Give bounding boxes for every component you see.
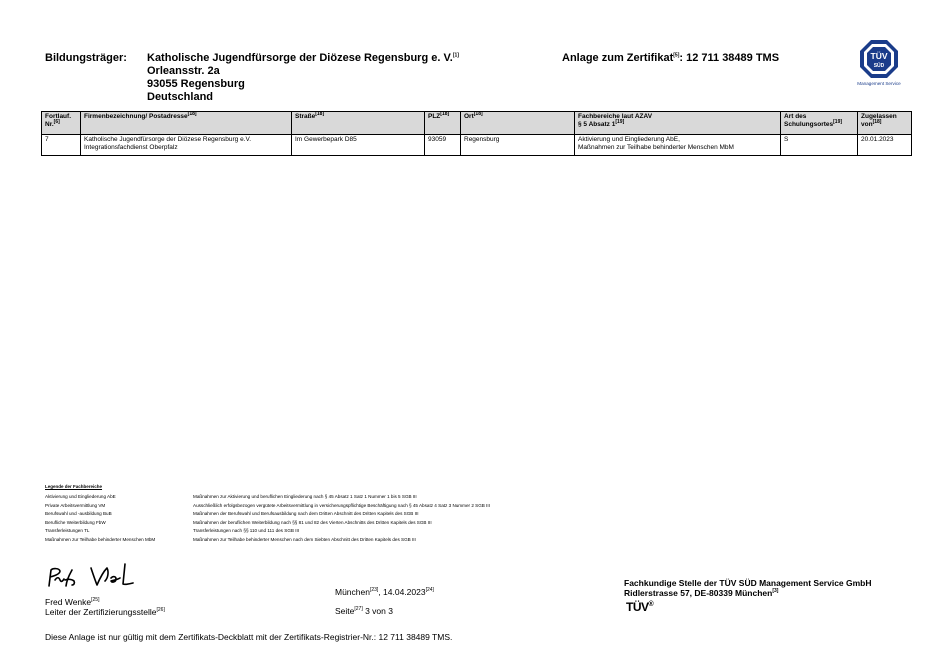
anlage-title: Anlage zum Zertifikat[5]: 12 711 38489 TMS <box>562 52 780 64</box>
header-strasse: Straße[18] <box>292 112 425 135</box>
cert-body-name: Fachkundige Stelle der TÜV SÜD Management Service GmbH <box>624 578 872 588</box>
legend-item: Berufswahl und -ausbildung BuB Maßnahmen der Berufswahl und Berufsausbildung nach dem Dritten Abschnitt des Dritten Kapitels des SGB III <box>45 511 419 517</box>
header-ort: Ort[18] <box>461 112 575 135</box>
header-art: Art des Schulungsortes[19] <box>781 112 858 135</box>
org-name: Katholische Jugendfürsorge der Diözese Regensburg e. V.[1] <box>147 52 459 64</box>
header-fachbereiche: Fachbereiche laut AZAV § 5 Absatz 1[19] <box>575 112 781 135</box>
cell-firma: Katholische Jugendfürsorge der Diözese Regensburg e.V. Integrationsfachdienst Oberpfalz <box>81 135 292 156</box>
legend-item: Private Arbeitsvermittlung VM Ausschließlich erfolgsbezogen vergütete Arbeitsvermittlung in versicherungspflichtige Beschäftigung nach § 45 Absatz 4 Satz 3 Nummer 2 SGB III <box>45 502 490 508</box>
standorte-table <box>41 111 912 156</box>
signature-image <box>45 560 143 592</box>
logo-sub: SÜD <box>873 63 885 69</box>
tuv-octagon-icon <box>851 38 907 82</box>
cell-art: S <box>781 135 858 156</box>
legend-item: Aktivierung und Eingliederung AbE Maßnahmen zur Aktivierung und beruflichen Eingliederung nach § 45 Absatz 1 Satz 1 Nummer 1 bis 5 SGB III <box>45 494 417 499</box>
legend-title: Legende der Fachbereiche <box>45 484 103 489</box>
header-zugelassen: Zugelassen von[18] <box>858 112 912 135</box>
legend-item: Transferleistungen TL Transferleistungen nach §§ 110 und 111 des SGB III <box>45 528 300 534</box>
cell-plz: 93059 <box>425 135 461 156</box>
validity-note: Diese Anlage ist nur gültig mit dem Zertifikats-Deckblatt mit der Zertifikats-Registrier-Nr.: 12 711 38489 TMS. <box>45 632 453 642</box>
bildungstraeger-label: Bildungsträger: <box>45 52 127 64</box>
cert-body-address: Ridlerstrasse 57, DE-80339 München[3] <box>624 588 779 598</box>
legend-item: Berufliche Weiterbildung FbW Maßnahmen der beruflichen Weiterbildung nach §§ 81 und 82 des Vierten Abschnitts des Dritten Kapitels des SGB III <box>45 519 432 525</box>
header-firma: Firmenbezeichnung/ Postadresse[18] <box>81 112 292 135</box>
header-nr: Fortlauf. Nr.[6] <box>42 112 81 135</box>
logo-text: TÜV <box>870 51 888 61</box>
org-street: Orleansstr. 2a <box>147 65 220 77</box>
page-number: Seite[27] 3 von 3 <box>335 606 393 616</box>
table-row <box>42 135 912 156</box>
cell-nr: 7 <box>42 135 81 156</box>
bildungstraeger-address <box>147 52 459 104</box>
place-date: München[23], 14.04.2023[24] <box>335 587 434 597</box>
cell-ort: Regensburg <box>461 135 575 156</box>
cell-fachbereiche: Aktivierung und Eingliederung AbE, Maßnahmen zur Teilhabe behinderter Menschen MbM <box>575 135 781 156</box>
org-country: Deutschland <box>147 91 214 103</box>
cell-zugelassen: 20.01.2023 <box>858 135 912 156</box>
table-header-row <box>42 112 912 135</box>
header-plz: PLZ[18] <box>425 112 461 135</box>
org-city: 93055 Regensburg <box>147 78 245 90</box>
signer-title: Leiter der Zertifizierungsstelle[26] <box>45 607 165 617</box>
tuv-sud-logo <box>851 38 907 90</box>
legend <box>45 493 490 545</box>
logo-caption: Management Service <box>857 81 901 86</box>
legend-item: Maßnahmen zur Teilhabe behinderter Menschen MbM Maßnahmen zur Teilhabe behinderter Menschen nach dem Siebten Abschnitt des Dritten Kapitels des SGB III <box>45 536 416 542</box>
tuv-wordmark: TÜV® <box>626 600 654 614</box>
signer-name: Fred Wenke[25] <box>45 597 100 607</box>
cell-strasse: Im Gewerbepark D85 <box>292 135 425 156</box>
